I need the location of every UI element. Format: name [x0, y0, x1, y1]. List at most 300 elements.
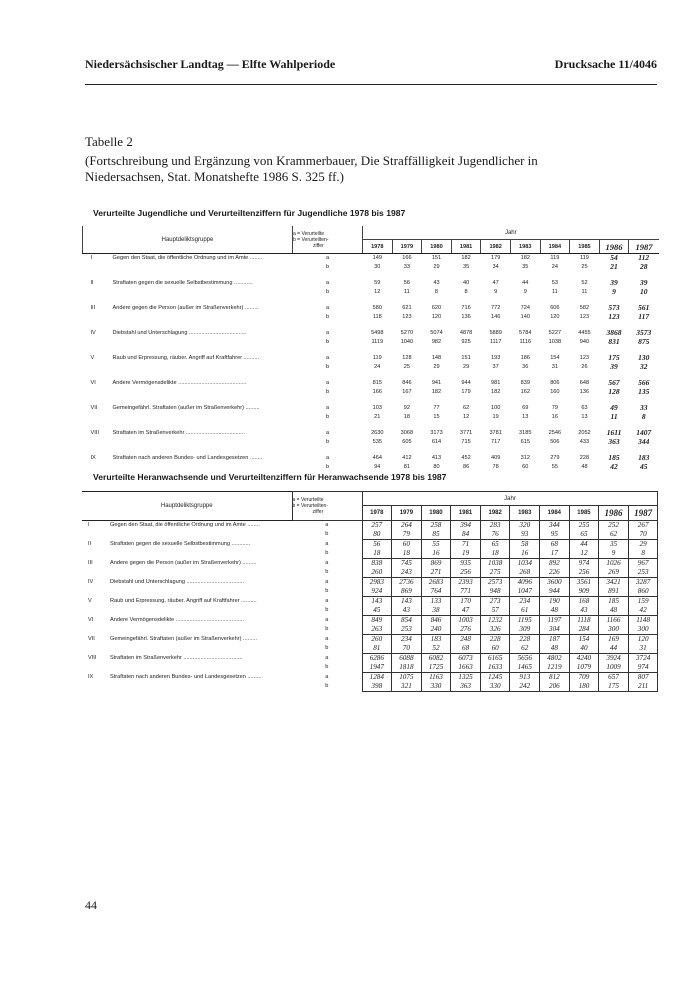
- table-cell: 33: [403, 263, 410, 270]
- table-cell: 3600: [540, 578, 570, 588]
- row-type-b: b: [325, 438, 330, 445]
- table-cell: 1284: [362, 673, 392, 683]
- table-cell: 812: [540, 673, 570, 683]
- table-cell: 31: [551, 363, 558, 370]
- table-cell: 62: [510, 644, 540, 654]
- table-juveniles: [82, 226, 659, 479]
- row-type-a: a: [292, 597, 362, 607]
- ab-line-2: b = Verurteilten-: [292, 503, 328, 509]
- table-cell: 185: [599, 597, 629, 607]
- table-cell: 9: [612, 287, 616, 296]
- row-type-b: b: [325, 288, 330, 295]
- table-cell: 29: [433, 263, 440, 270]
- row-label-text: Raub und Erpressung, räuber. Angriff auf Kraftfahrer ..........: [112, 355, 260, 361]
- table-cell: 1075: [392, 673, 422, 683]
- row-label: [83, 304, 293, 329]
- table-row: [83, 254, 659, 263]
- table-cell: 573: [608, 304, 620, 312]
- ab-line-2: b = Verurteilten-: [293, 236, 329, 243]
- table-cell: 3868: [606, 329, 622, 337]
- row-type-a: a: [292, 521, 362, 531]
- table-cell: 43: [569, 606, 599, 616]
- row-label: [82, 578, 292, 597]
- table-cell: 1118: [569, 616, 599, 626]
- table-adolescents: [82, 491, 658, 692]
- table-cell: 167: [402, 388, 412, 395]
- table-cell: 271: [421, 568, 451, 578]
- table-cell: 35: [599, 540, 629, 550]
- table-cell: 240: [421, 625, 451, 635]
- table-cell: 258: [421, 521, 451, 531]
- table-cell: 112: [638, 253, 650, 262]
- table-cell: 464: [372, 455, 382, 461]
- row-type-b: b: [292, 587, 362, 597]
- table-cell: 24: [374, 363, 381, 370]
- table-cell: 772: [491, 305, 501, 311]
- table-cell: 119: [372, 355, 382, 361]
- table-cell: 234: [510, 597, 540, 607]
- table-cell: 5270: [400, 330, 414, 336]
- table-cell: 86: [462, 463, 470, 470]
- table-cell: 31: [628, 644, 658, 654]
- table-cell: 615: [520, 438, 530, 445]
- table-cell: 11: [610, 412, 618, 421]
- table-cell: 535: [372, 438, 382, 445]
- table-cell: 56: [362, 540, 392, 550]
- table-cell: 40: [569, 644, 599, 654]
- table-cell: 648: [579, 380, 590, 386]
- table-cell: 159: [628, 597, 658, 607]
- row-type-a: a: [292, 616, 362, 626]
- row-number: II: [90, 280, 94, 286]
- table-cell: 30: [374, 263, 381, 270]
- table-cell: 715: [461, 438, 471, 445]
- table-cell: 5656: [510, 654, 540, 664]
- table-cell: 413: [431, 455, 442, 461]
- table-cell: 1633: [480, 663, 510, 673]
- table-cell: 5784: [519, 330, 532, 336]
- table-cell: 253: [392, 625, 422, 635]
- table-cell: 118: [372, 313, 382, 320]
- table-cell: 228: [579, 455, 590, 461]
- table-cell: 38: [421, 606, 451, 616]
- row-label: [82, 616, 292, 635]
- table-cell: 1325: [451, 673, 481, 683]
- table-cell: 312: [520, 455, 530, 461]
- row-type-a: a: [292, 673, 362, 683]
- table-cell: 48: [581, 463, 588, 470]
- table-cell: 42: [610, 462, 618, 471]
- row-type-b: b: [292, 625, 362, 635]
- table-cell: 566: [638, 379, 650, 387]
- table-cell: 892: [540, 559, 570, 569]
- table-cell: 3924: [599, 654, 629, 664]
- row-label-text: Gemeingefährl. Straftaten (außer im Straßenverkehr) .........: [112, 405, 260, 411]
- table-cell: 143: [362, 597, 392, 607]
- row-label: [82, 521, 292, 540]
- table2-title: Verurteilte Heranwachsende und Verurteiltenziffern für Heranwachsende 1978 bis 1987: [93, 472, 447, 482]
- table-cell: 267: [628, 521, 658, 531]
- table-cell: 154: [569, 635, 599, 645]
- table-cell: 321: [392, 682, 422, 692]
- table-cell: 33: [639, 404, 648, 412]
- table-cell: 182: [431, 388, 442, 395]
- table-cell: 1611: [606, 429, 622, 437]
- table-cell: 838: [362, 559, 392, 569]
- table-cell: 187: [540, 635, 570, 645]
- table-cell: 3724: [628, 654, 658, 664]
- row-number: II: [88, 540, 92, 547]
- table-cell: 39: [610, 279, 618, 287]
- table-cell: 3771: [459, 430, 473, 436]
- row-label-text: Straftaten im Straßenverkehr ......................................: [110, 654, 243, 661]
- table-row: [82, 635, 658, 645]
- table-cell: 1079: [569, 663, 599, 673]
- year-header: 1978: [363, 240, 393, 254]
- table-cell: 5227: [548, 330, 562, 336]
- table-cell: 17: [540, 549, 570, 559]
- row-type-b: b: [292, 568, 362, 578]
- table-cell: 11: [403, 288, 410, 295]
- table-cell: 100: [491, 405, 501, 411]
- table-cell: 268: [510, 568, 540, 578]
- table-cell: 256: [451, 568, 481, 578]
- row-type-b: b: [325, 338, 330, 345]
- table-cell: 398: [362, 682, 392, 692]
- table-cell: 166: [372, 388, 382, 395]
- table-cell: 1047: [510, 587, 540, 597]
- table-cell: 151: [461, 355, 471, 361]
- table-cell: 394: [451, 521, 481, 531]
- table-cell: 5498: [371, 330, 384, 336]
- row-number: III: [90, 305, 96, 311]
- year-header: 1984: [540, 506, 570, 521]
- row-type-a: a: [325, 280, 330, 286]
- table-cell: 29: [628, 540, 658, 550]
- table-cell: 304: [540, 625, 570, 635]
- table-cell: 42: [628, 606, 658, 616]
- table-row: [83, 429, 659, 438]
- table-cell: 16: [421, 549, 451, 559]
- year-header: 1986: [599, 240, 629, 254]
- year-header: 1983: [510, 240, 540, 254]
- table-cell: 24: [551, 263, 558, 270]
- table-cell: 1026: [599, 559, 629, 569]
- row-label-text: Diebstahl und Unterschlagung .....................................: [112, 330, 247, 336]
- year-header: 1984: [540, 240, 570, 254]
- table-cell: 4802: [540, 654, 570, 664]
- table-cell: 891: [599, 587, 629, 597]
- year-header: 1985: [570, 240, 600, 254]
- table-cell: 300: [599, 625, 629, 635]
- table-cell: 309: [510, 625, 540, 635]
- row-number: VI: [88, 616, 94, 623]
- table-cell: 3573: [636, 329, 652, 337]
- table-cell: 260: [362, 635, 392, 645]
- year-header: 1979: [392, 240, 422, 254]
- table-row: [83, 379, 659, 388]
- table-cell: 29: [433, 363, 440, 370]
- year-header: 1979: [392, 506, 422, 521]
- table-cell: 185: [608, 454, 620, 462]
- table-cell: 25: [403, 363, 410, 370]
- table-cell: 745: [392, 559, 422, 569]
- row-number: V: [90, 355, 95, 361]
- table-cell: 1725: [421, 663, 451, 673]
- table-cell: 55: [551, 463, 558, 470]
- table-cell: 1407: [636, 429, 652, 437]
- table-cell: 344: [638, 437, 650, 446]
- table-cell: 11: [581, 288, 588, 295]
- ab-line-1: a = Verurteilte: [292, 497, 324, 503]
- table-row: [82, 616, 658, 626]
- row-label-text: Andere Vermögensdelikte ............................................: [110, 616, 244, 623]
- table-cell: 3421: [599, 578, 629, 588]
- table-cell: 2983: [362, 578, 392, 588]
- table-cell: 935: [451, 559, 481, 569]
- table-cell: 940: [579, 338, 590, 345]
- table-cell: 4240: [569, 654, 599, 664]
- table-cell: 120: [550, 313, 560, 320]
- table-cell: 18: [403, 413, 410, 420]
- row-label: [82, 673, 292, 692]
- row-number: I: [90, 255, 93, 261]
- table-cell: 1003: [451, 616, 481, 626]
- table-cell: 8: [628, 549, 658, 559]
- table-cell: 68: [540, 540, 570, 550]
- row-number: I: [88, 522, 90, 528]
- row-label: [82, 597, 292, 616]
- table-cell: 48: [599, 606, 629, 616]
- table-cell: 300: [628, 625, 658, 635]
- col-header-hauptgruppe: Hauptdeliktsgruppe: [82, 492, 292, 521]
- table-cell: 226: [540, 568, 570, 578]
- table-cell: 4455: [578, 330, 591, 336]
- row-type-a: a: [325, 455, 330, 461]
- table-cell: 43: [392, 606, 422, 616]
- table-cell: 806: [550, 380, 560, 386]
- table-cell: 6082: [421, 654, 451, 664]
- table-cell: 869: [392, 587, 422, 597]
- table-cell: 47: [451, 606, 481, 616]
- row-label: [83, 279, 293, 304]
- table-cell: 182: [491, 388, 501, 395]
- table-cell: 433: [579, 438, 590, 445]
- table-cell: 37: [492, 363, 499, 370]
- table-cell: 128: [402, 355, 412, 361]
- row-label: [82, 540, 292, 559]
- year-header: 1987: [628, 506, 658, 521]
- table-cell: 65: [569, 530, 599, 540]
- row-type-a: a: [325, 255, 330, 261]
- table-cell: 9: [523, 288, 527, 295]
- table-cell: 4096: [510, 578, 540, 588]
- table-cell: 1040: [400, 338, 414, 345]
- table-cell: 59: [374, 280, 381, 286]
- table-cell: 119: [579, 255, 589, 261]
- row-type-b: b: [292, 663, 362, 673]
- table-cell: 21: [374, 413, 381, 420]
- table-cell: 1038: [548, 338, 562, 345]
- row-label-text: Gegen den Staat, die öffentliche Ordnung und im Amte ........: [112, 255, 263, 261]
- table-cell: 48: [540, 606, 570, 616]
- table-cell: 119: [550, 255, 560, 261]
- table-cell: 846: [402, 380, 412, 386]
- table-cell: 228: [510, 635, 540, 645]
- table-cell: 168: [569, 597, 599, 607]
- table-cell: 53: [551, 280, 558, 286]
- table-cell: 1034: [510, 559, 540, 569]
- row-label-text: Straftaten gegen die sexuelle Selbstbestimmung ............: [112, 280, 253, 286]
- row-type-b: b: [292, 530, 362, 540]
- table-cell: 18: [362, 549, 392, 559]
- table-cell: 452: [461, 455, 471, 461]
- row-number: IV: [90, 330, 96, 336]
- row-type-a: a: [292, 540, 362, 550]
- table-cell: 55: [421, 540, 451, 550]
- table-cell: 211: [628, 682, 658, 692]
- table-cell: 1119: [371, 338, 384, 345]
- table-cell: 35: [522, 263, 529, 270]
- table-cell: 849: [362, 616, 392, 626]
- table-cell: 21: [610, 262, 618, 271]
- year-header: 1978: [362, 506, 392, 521]
- table-cell: 3185: [519, 430, 532, 436]
- row-label-text: Gemeingefährl. Straftaten (außer im Straßenverkehr) .........: [110, 635, 258, 642]
- table-cell: 2573: [480, 578, 510, 588]
- table-cell: 28: [639, 262, 648, 271]
- table-cell: 169: [599, 635, 629, 645]
- table-cell: 183: [421, 635, 451, 645]
- table-cell: 35: [462, 263, 470, 270]
- table-cell: 2683: [421, 578, 451, 588]
- table-cell: 941: [431, 380, 442, 386]
- table-cell: 136: [461, 313, 471, 320]
- table-cell: 170: [451, 597, 481, 607]
- table-row: [83, 454, 659, 463]
- table-cell: 123: [579, 355, 590, 361]
- table-cell: 43: [433, 280, 440, 286]
- table-cell: 81: [403, 463, 410, 470]
- table-cell: 25: [581, 263, 588, 270]
- table-cell: 1245: [480, 673, 510, 683]
- table-cell: 18: [392, 549, 422, 559]
- row-label-text: Straftaten im Straßenverkehr ......................................: [112, 430, 245, 436]
- table-cell: 120: [628, 635, 658, 645]
- table-cell: 412: [402, 455, 412, 461]
- table-cell: 243: [392, 568, 422, 578]
- table-cell: 580: [372, 305, 382, 311]
- table-cell: 12: [374, 288, 381, 295]
- row-type-a: a: [325, 305, 330, 311]
- table-cell: 71: [451, 540, 481, 550]
- table-cell: 1009: [599, 663, 629, 673]
- table-cell: 16: [551, 413, 558, 420]
- table-cell: 149: [372, 255, 382, 261]
- table-cell: 128: [608, 387, 620, 396]
- table-cell: 4878: [459, 330, 473, 336]
- table-cell: 561: [638, 304, 650, 312]
- table-cell: 284: [569, 625, 599, 635]
- table-cell: 255: [569, 521, 599, 531]
- table-cell: 807: [628, 673, 658, 683]
- row-type-a: a: [325, 330, 330, 336]
- col-header-ab: [293, 226, 363, 254]
- table-cell: 81: [362, 644, 392, 654]
- table-cell: 273: [480, 597, 510, 607]
- table-cell: 6088: [392, 654, 422, 664]
- table-cell: 130: [638, 354, 650, 362]
- table-cell: 123: [402, 313, 412, 320]
- table-cell: 92: [403, 405, 410, 411]
- table-cell: 70: [628, 530, 658, 540]
- table-cell: 253: [628, 568, 658, 578]
- table-cell: 3561: [569, 578, 599, 588]
- table-cell: 363: [451, 682, 481, 692]
- table-cell: 58: [510, 540, 540, 550]
- table-cell: 846: [421, 616, 451, 626]
- table-cell: 76: [480, 530, 510, 540]
- table-cell: 860: [628, 587, 658, 597]
- row-number: IX: [90, 455, 96, 461]
- row-label: [82, 654, 292, 673]
- table-cell: 234: [392, 635, 422, 645]
- row-type-a: a: [325, 355, 330, 361]
- row-type-a: a: [292, 559, 362, 569]
- table-cell: 1116: [519, 338, 532, 345]
- table-cell: 120: [431, 313, 442, 320]
- table-cell: 136: [579, 388, 590, 395]
- table-cell: 256: [569, 568, 599, 578]
- table-cell: 133: [421, 597, 451, 607]
- table-cell: 913: [510, 673, 540, 683]
- table-cell: 206: [540, 682, 570, 692]
- table-cell: 44: [569, 540, 599, 550]
- table-cell: 80: [362, 530, 392, 540]
- table-cell: 6286: [362, 654, 392, 664]
- table-cell: 26: [581, 363, 588, 370]
- row-label-text: Andere gegen die Person (außer im Straßenverkehr) .........: [110, 559, 257, 566]
- table-cell: 175: [608, 354, 620, 362]
- year-header: 1981: [451, 240, 481, 254]
- table-cell: 717: [491, 438, 501, 445]
- row-type-b: b: [292, 682, 362, 692]
- table-cell: 2393: [451, 578, 481, 588]
- header-left: Niedersächsischer Landtag — Elfte Wahlperiode: [85, 57, 336, 71]
- table-row: [82, 654, 658, 664]
- table1-title: Verurteilte Jugendliche und Verurteiltenziffern für Jugendliche 1978 bis 1987: [93, 208, 406, 218]
- table-cell: 19: [492, 413, 499, 420]
- table-cell: 54: [610, 253, 618, 262]
- table-cell: 186: [520, 355, 530, 361]
- table-cell: 854: [392, 616, 422, 626]
- header-right: Drucksache 11/4046: [554, 57, 657, 71]
- table-cell: 582: [579, 305, 590, 311]
- table-cell: 135: [638, 387, 650, 396]
- table-cell: 39: [639, 279, 648, 287]
- table-cell: 45: [639, 462, 648, 471]
- table-cell: 621: [402, 305, 412, 311]
- header-rule: [85, 84, 657, 85]
- table-cell: 974: [628, 663, 658, 673]
- table-cell: 326: [480, 625, 510, 635]
- table-cell: 13: [522, 413, 529, 420]
- table-cell: 1166: [599, 616, 629, 626]
- row-label: [83, 329, 293, 354]
- table-cell: 815: [372, 380, 382, 386]
- table-cell: 47: [492, 280, 499, 286]
- row-number: VII: [90, 405, 98, 411]
